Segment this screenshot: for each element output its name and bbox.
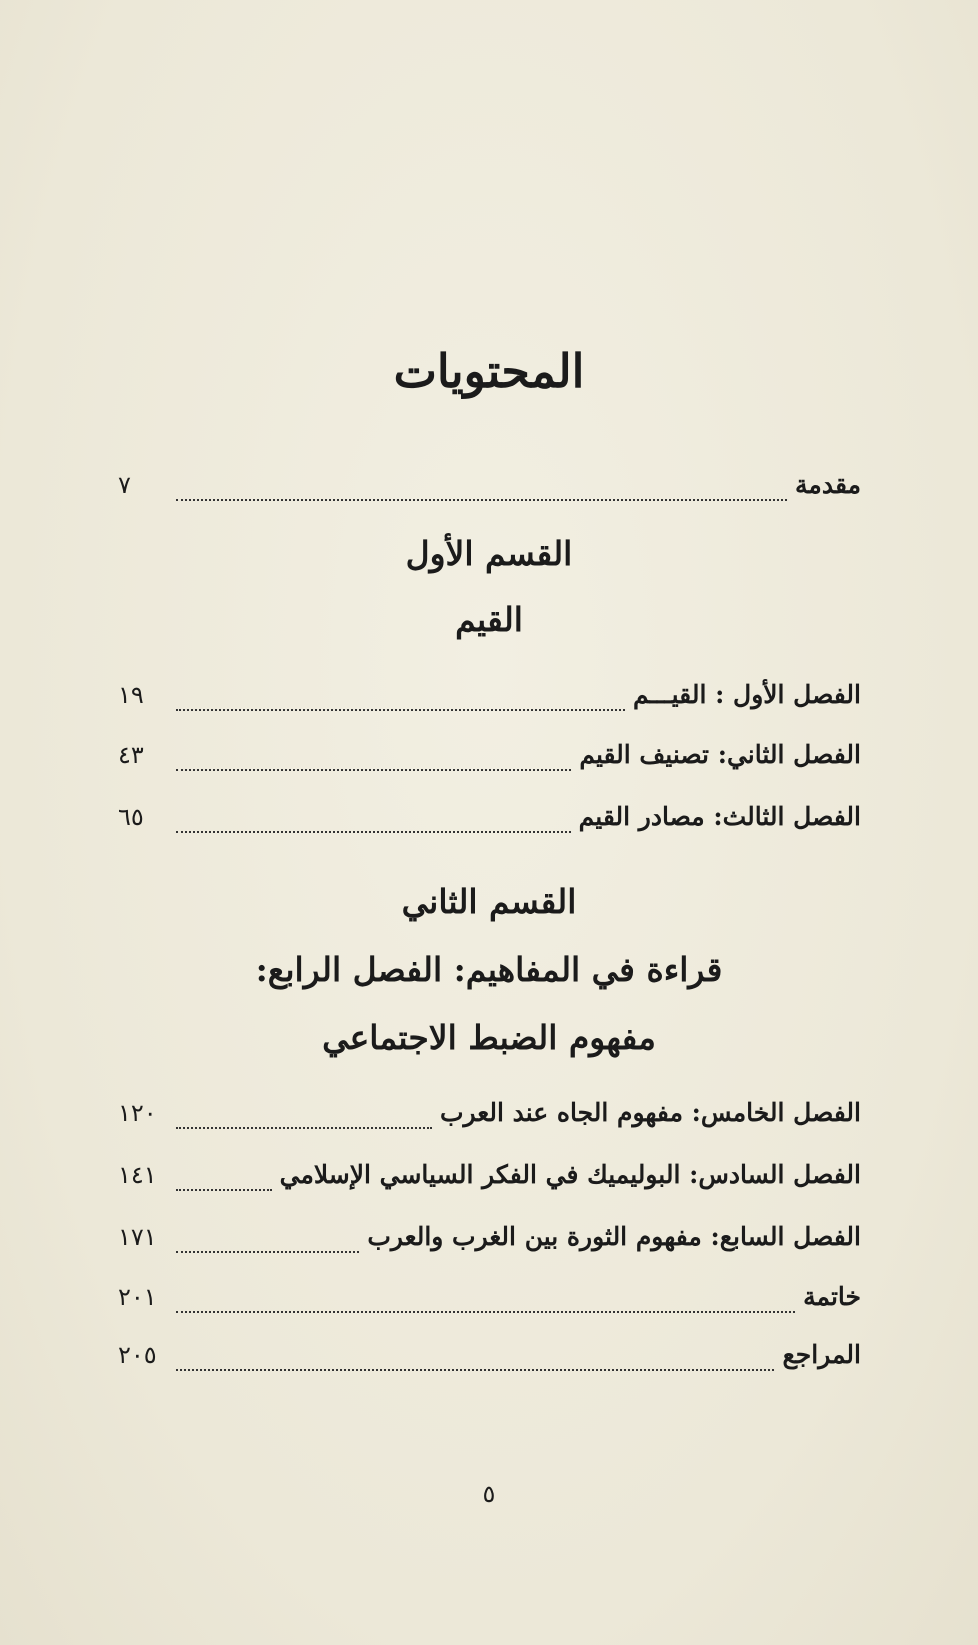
toc-entry-chapter-6	[118, 1160, 861, 1200]
toc-entry-chapter-2	[118, 740, 861, 780]
toc-entry-page: ٢٠٥	[118, 1341, 157, 1369]
toc-entry-page: ٤٣	[118, 741, 144, 769]
toc-entry-page: ١٤١	[118, 1161, 157, 1189]
toc-entry-intro	[118, 470, 861, 510]
toc-entry-chapter-7	[118, 1222, 861, 1262]
toc-entry-page: ٧	[118, 471, 131, 499]
part1-heading: القسم الأول	[405, 534, 573, 573]
dot-leader	[176, 499, 787, 501]
toc-entry-label: الفصل الأول : القيـــم	[633, 680, 861, 709]
toc-entry-label: الفصل السابع: مفهوم الثورة بين الغرب والعرب	[367, 1222, 861, 1251]
toc-entry-page: ٦٥	[118, 803, 144, 831]
dot-leader	[176, 1369, 774, 1371]
page-number: ٥	[482, 1480, 496, 1508]
dot-leader	[176, 709, 625, 711]
toc-entry-chapter-5	[118, 1098, 861, 1138]
toc-entry-chapter-3	[118, 802, 861, 842]
toc-entry-label: الفصل السادس: البوليميك في الفكر السياسي الإسلامي	[279, 1160, 861, 1189]
toc-entry-label: الفصل الخامس: مفهوم الجاه عند العرب	[439, 1098, 861, 1127]
toc-entry-label: الفصل الثالث: مصادر القيم	[578, 802, 861, 831]
page-title: المحتويات	[393, 344, 585, 398]
part2-heading: القسم الثاني	[401, 882, 577, 921]
toc-entry-references	[118, 1340, 861, 1380]
toc-entry-page: ١٢٠	[118, 1099, 157, 1127]
toc-entry-label: مقدمة	[795, 470, 861, 499]
toc-entry-page: ١٧١	[118, 1223, 157, 1251]
part2-subheading: قراءة في المفاهيم: الفصل الرابع:	[255, 950, 723, 989]
dot-leader	[176, 1311, 795, 1313]
toc-entry-chapter-1	[118, 680, 861, 720]
dot-leader	[176, 1189, 272, 1191]
toc-entry-label: خاتمة	[803, 1282, 861, 1311]
dot-leader	[176, 1127, 432, 1129]
toc-entry-page: ١٩	[118, 681, 144, 709]
part2-subheading-2: مفهوم الضبط الاجتماعي	[322, 1018, 656, 1057]
dot-leader	[176, 769, 571, 771]
dot-leader	[176, 1251, 359, 1253]
toc-entry-conclusion	[118, 1282, 861, 1322]
part1-subheading: القيم	[455, 600, 523, 639]
toc-entry-label: المراجع	[782, 1340, 861, 1369]
dot-leader	[176, 831, 571, 833]
toc-entry-page: ٢٠١	[118, 1283, 157, 1311]
toc-entry-label: الفصل الثاني: تصنيف القيم	[579, 740, 861, 769]
